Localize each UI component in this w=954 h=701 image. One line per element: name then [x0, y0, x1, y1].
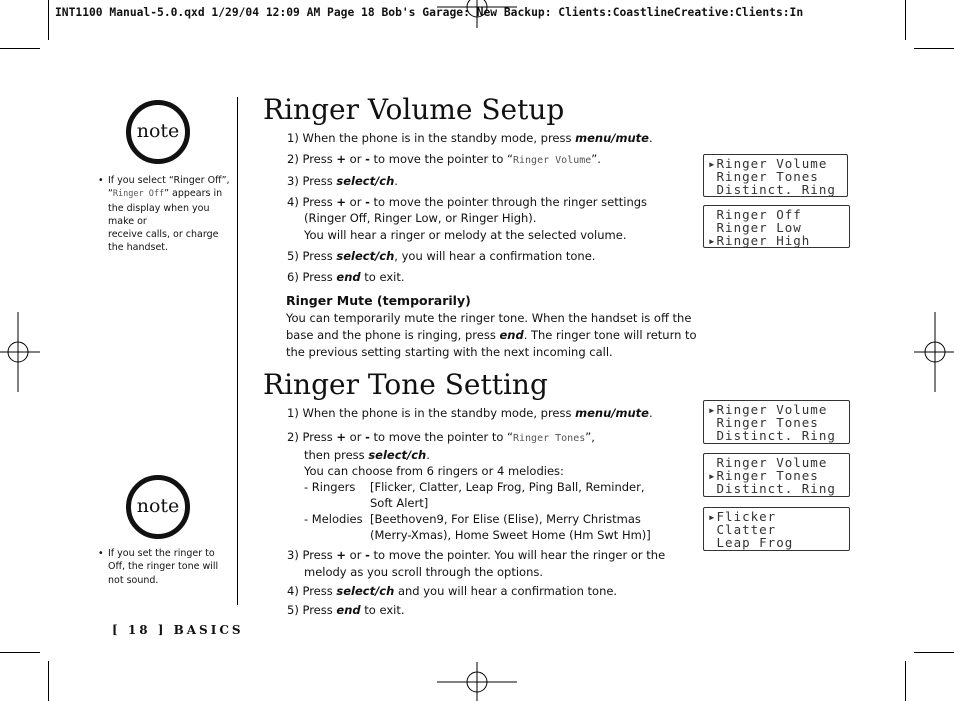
subheading-ringer-mute: Ringer Mute (temporarily) [286, 293, 471, 308]
registration-mark-top [437, 0, 517, 28]
note-line: the display when you [108, 202, 210, 214]
note-line: not sound. [108, 574, 159, 586]
section-title-ringer-tone: Ringer Tone Setting [263, 368, 548, 401]
note-lcd-text: Ringer Off [112, 189, 165, 200]
step-1: 1) When the phone is in the standby mode, press menu/mute. [287, 131, 653, 145]
note-badge-2-label: note [136, 495, 180, 517]
note-line: the handset. [108, 242, 169, 254]
note-1-text [98, 174, 238, 255]
registration-mark-right [914, 312, 954, 392]
step-4: 4) Press + or - to move the pointer through the ringer settings (Ringer Off, Ringer Low, or Ringer High). You will hear a ringer or melody at the selected volume. [287, 195, 648, 242]
note-line: receive calls, or charge [108, 229, 219, 241]
lcd-screen-ringer-menu-2: ▸Ringer Volume Ringer Tones Distinct. Ring [703, 400, 850, 444]
note-line: “Ringer Off” appears in [108, 188, 223, 200]
note-2-text [98, 547, 238, 587]
lcd-screen-ringer-tones-selected: Ringer Volume ▸Ringer Tones Distinct. Ring [703, 453, 850, 497]
bullet: • [98, 548, 104, 559]
step-3: 3) Press select/ch. [287, 174, 398, 188]
tone-step-5: 5) Press end to exit. [287, 603, 405, 617]
tone-step-1: 1) When the phone is in the standby mode, press menu/mute. [287, 406, 653, 420]
tone-step-4: 4) Press select/ch and you will hear a confirmation tone. [287, 584, 618, 598]
registration-mark-left [0, 312, 40, 392]
lcd-screen-volume-levels: Ringer Off Ringer Low ▸Ringer High [703, 205, 850, 248]
file-slug: INT1100 Manual-5.0.qxd 1/29/04 12:09 AM Page 18 Bob's Garage: New Backup: Clients:CoastlineCreative:Clients:In [55, 6, 804, 19]
section-title-ringer-volume: Ringer Volume Setup [263, 93, 565, 126]
bullet: • [98, 175, 104, 186]
tone-step-2: 2) Press + or - to move the pointer to “Ringer Tones”, then press select/ch. You can choose from 6 ringers or 4 melodies: - Ringers [Flicker, Clatter, Leap Frog, Ping Ball, Reminder, Soft Alert] - Melodies [Beethoven9, For Elise (Elise), Merry Christmas (Merry-Xmas), Home Sweet Home (Hm Swt Hm)] [287, 430, 651, 542]
note-line: Off, the ringer tone will [108, 561, 219, 573]
lcd-screen-ringer-menu: ▸Ringer Volume Ringer Tones Distinct. Ring [703, 154, 848, 197]
step-2: 2) Press + or - to move the pointer to “Ringer Volume”. [287, 152, 601, 166]
page-footer: [ 18 ] BASICS [112, 623, 244, 637]
ringer-mute-paragraph: You can temporarily mute the ringer tone. When the handset is off the base and the phone is ringing, press end. The ringer tone will return to the previous setting starting with the next incoming call. [286, 311, 697, 359]
step-5: 5) Press select/ch, you will hear a confirmation tone. [287, 249, 596, 263]
note-line: If you select “Ringer Off”, [108, 175, 230, 186]
lcd-screen-tone-list: ▸Flicker Clatter Leap Frog [703, 507, 850, 551]
tone-step-3: 3) Press + or - to move the pointer. You will hear the ringer or the melody as you scroll through the options. [287, 548, 666, 579]
note-line: If you set the ringer to [108, 548, 215, 559]
registration-mark-bottom [437, 662, 517, 701]
step-6: 6) Press end to exit. [287, 270, 405, 284]
note-line: make or [108, 215, 147, 227]
note-badge-1-label: note [136, 120, 180, 142]
